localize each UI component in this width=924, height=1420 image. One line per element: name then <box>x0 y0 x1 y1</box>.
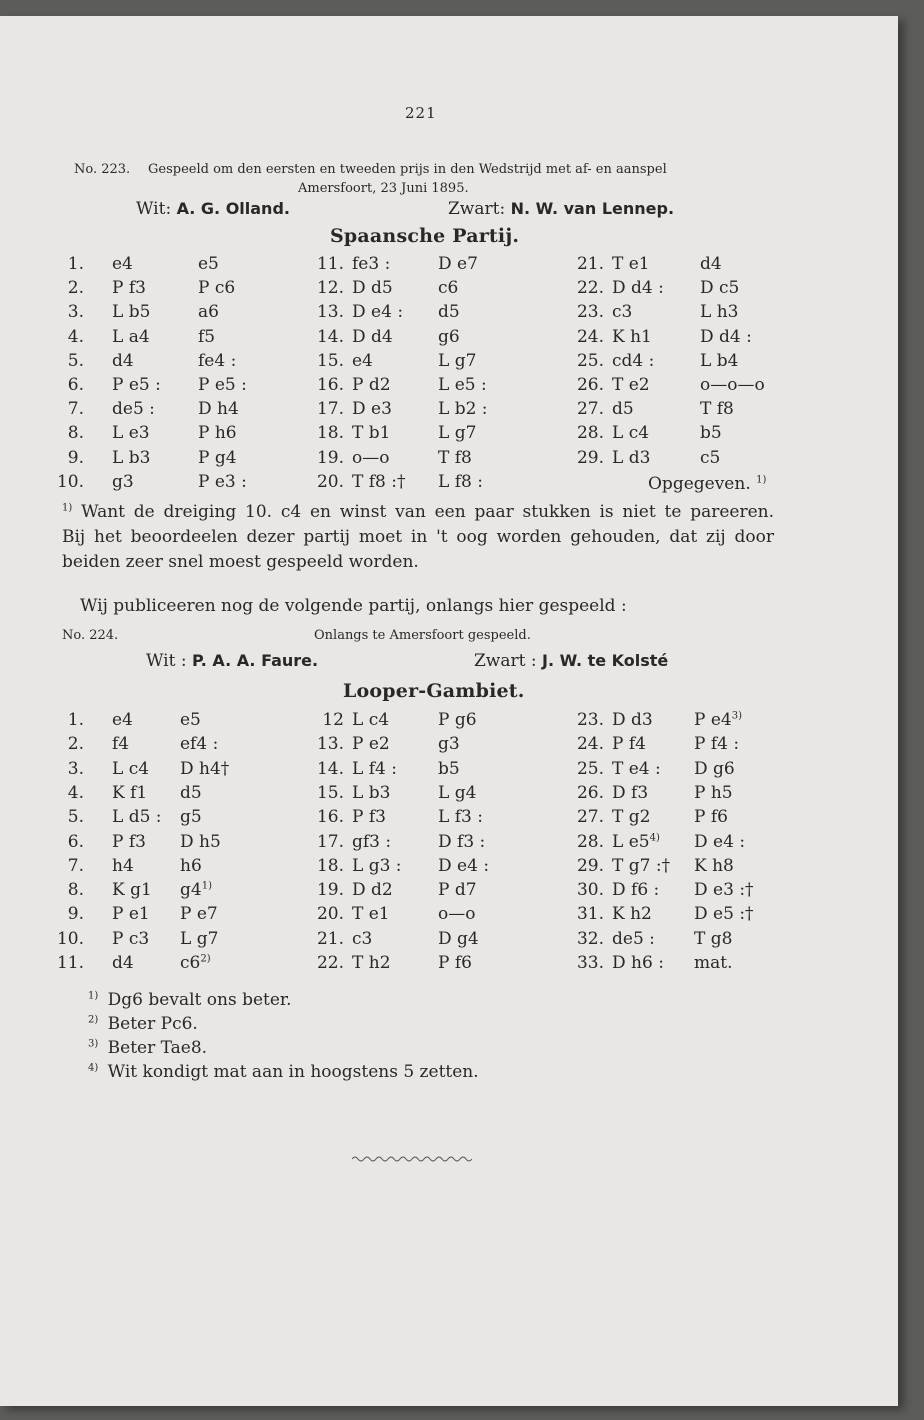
move-white: e4 <box>112 710 133 730</box>
move-num: 21. <box>576 254 604 274</box>
footnote-marker: 2) <box>88 1014 99 1026</box>
move-num: 27. <box>576 399 604 420</box>
move-white: T h2 <box>352 953 391 973</box>
move-num: 8. <box>67 423 84 444</box>
move-num: 26. <box>576 375 604 395</box>
move-num: 25. <box>576 350 604 371</box>
footnote-text: Beter Pc6. <box>107 1014 198 1034</box>
black-player: J. W. te Kolsté <box>542 651 669 670</box>
move-black: g4$^{1)}$ <box>180 880 212 901</box>
move-num: 1. <box>67 710 84 730</box>
move-num: 21. <box>316 928 344 949</box>
move-white: T e1 <box>352 904 390 925</box>
move-black: K h8 <box>694 855 734 876</box>
move-black: D e4 : <box>694 831 746 852</box>
move-black: b5 <box>700 423 722 444</box>
move-num: 19. <box>316 447 344 468</box>
move-black: L g4 <box>438 782 477 803</box>
move-black: c6$^{2)}$ <box>180 953 211 973</box>
move-num: 6. <box>67 831 84 852</box>
footnote-text: Wit kondigt mat aan in hoogstens 5 zetten. <box>107 1062 479 1082</box>
move-black: g5 <box>180 807 202 828</box>
move-black: e5 <box>198 254 219 274</box>
footnote-ref: 4) <box>649 831 660 843</box>
move-white: K f1 <box>112 782 148 803</box>
move-num: 20. <box>316 471 344 492</box>
move-num: 23. <box>576 710 604 730</box>
move-black: D d4 : <box>700 326 752 347</box>
move-white: T e4 : <box>612 758 661 779</box>
move-black: P g6 <box>438 710 477 730</box>
move-white: D f6 : <box>612 880 660 901</box>
move-white: L d5 : <box>112 807 162 828</box>
move-white: d5 <box>612 399 634 420</box>
footnote-text: Beter Tae8. <box>107 1038 208 1058</box>
move-white: D e3 <box>352 399 392 420</box>
move-white: P e2 <box>352 734 390 755</box>
move-white: f4 <box>112 734 130 755</box>
black-player: N. W. van Lennep. <box>510 199 675 218</box>
move-num: 15. <box>316 782 344 803</box>
move-num: 22. <box>316 953 344 973</box>
game-number: No. 223. <box>74 162 131 177</box>
move-num: 26. <box>576 782 604 803</box>
move-white: D f3 <box>612 782 649 803</box>
move-white: D d4 : <box>612 278 664 299</box>
move-black: D h5 <box>180 831 221 852</box>
move-black: P h6 <box>198 423 237 444</box>
move-white: L e3 <box>112 423 150 444</box>
move-num: 8. <box>67 880 84 901</box>
move-white: de5 : <box>112 399 155 420</box>
footnote-line <box>88 1014 198 1034</box>
move-num: 18. <box>316 423 344 444</box>
move-white: L c4 <box>352 710 390 730</box>
footnote-marker: 3) <box>88 1038 99 1050</box>
move-white: gf3 : <box>352 831 392 852</box>
game-heading: Gespeeld om den eersten en tweeden prijs in den Wedstrijd met af- en aanspel <box>148 162 667 177</box>
move-num: 1. <box>67 254 84 274</box>
footnote-ref: 1) <box>201 880 212 892</box>
move-black: T g8 <box>694 928 733 949</box>
result-text: Opgegeven. <box>648 474 751 494</box>
move-num: 30. <box>576 880 604 901</box>
move-num: 16. <box>316 807 344 828</box>
move-num: 29. <box>576 447 604 468</box>
move-num: 33. <box>576 953 604 973</box>
book-page <box>0 16 898 1406</box>
move-white: P e1 <box>112 904 150 925</box>
move-black: D f3 : <box>438 831 486 852</box>
move-white: P d2 <box>352 375 391 395</box>
move-black: D e5 :† <box>694 904 754 925</box>
move-black: mat. <box>694 953 733 973</box>
move-num: 29. <box>576 855 604 876</box>
move-num: 23. <box>576 302 604 323</box>
move-white: P f3 <box>352 807 386 828</box>
move-num: 32. <box>576 928 604 949</box>
move-black: o—o <box>438 904 476 925</box>
move-num: 7. <box>67 399 84 420</box>
move-white: c3 <box>352 928 373 949</box>
move-num: 3. <box>67 302 84 323</box>
move-num: 15. <box>316 350 344 371</box>
white-label: Wit: <box>136 199 172 219</box>
move-white: T e1 <box>612 254 650 274</box>
result-footnote-ref: 1) <box>756 474 767 486</box>
move-black: L b2 : <box>438 399 488 420</box>
move-black: a6 <box>198 302 219 323</box>
move-white: L a4 <box>112 326 150 347</box>
move-white: o—o <box>352 447 390 468</box>
footnote-text: Dg6 bevalt ons beter. <box>107 990 292 1010</box>
move-white: D d5 <box>352 278 393 299</box>
white-player: P. A. A. Faure. <box>191 651 319 670</box>
move-black: T f8 <box>438 447 472 468</box>
move-num: 28. <box>576 423 604 444</box>
move-black: P e4$^{3)}$ <box>694 710 742 730</box>
move-white: L g3 : <box>352 855 402 876</box>
game-heading: Onlangs te Amersfoort gespeeld. <box>314 628 531 643</box>
move-num: 3. <box>67 758 84 779</box>
move-black: L f8 : <box>438 471 483 492</box>
move-black: ef4 : <box>180 734 219 755</box>
move-white: g3 <box>112 471 134 492</box>
move-num: 13. <box>316 302 344 323</box>
move-black: P d7 <box>438 880 477 901</box>
move-white: K g1 <box>112 880 152 901</box>
move-black: D h4 <box>198 399 239 420</box>
opening-title: Looper-Gambiet. <box>343 680 525 702</box>
game-heading-date: Amersfoort, 23 Juni 1895. <box>298 181 469 196</box>
move-black: L b4 <box>700 350 739 371</box>
move-black: D h4† <box>180 758 230 779</box>
footnote-line: beiden zeer snel moest gespeeld worden. <box>62 552 419 572</box>
move-white: d4 <box>112 953 134 973</box>
footnote-line <box>88 1038 207 1058</box>
move-black: d4 <box>700 254 722 274</box>
move-black: P f6 <box>694 807 728 828</box>
white-player-line <box>136 199 290 219</box>
move-black: P g4 <box>198 447 237 468</box>
move-num: 17. <box>316 399 344 420</box>
move-num: 24. <box>576 326 604 347</box>
move-white: L b3 <box>352 782 391 803</box>
move-num: 24. <box>576 734 604 755</box>
move-white: D d3 <box>612 710 653 730</box>
move-black: P e3 : <box>198 471 247 492</box>
move-white: de5 : <box>612 928 655 949</box>
move-black: d5 <box>180 782 202 803</box>
move-num: 14. <box>316 326 344 347</box>
move-white: L e5$^{4)}$ <box>612 831 660 852</box>
move-num: 7. <box>67 855 84 876</box>
move-num: 20. <box>316 904 344 925</box>
move-white: L d3 <box>612 447 651 468</box>
move-black: h6 <box>180 855 202 876</box>
move-black: f5 <box>198 326 216 347</box>
move-black: P f6 <box>438 953 472 973</box>
move-num: 2. <box>67 734 84 755</box>
move-black: D c5 <box>700 278 740 299</box>
move-num: 31. <box>576 904 604 925</box>
footnote-line <box>88 990 292 1010</box>
page-number: 221 <box>405 104 437 122</box>
move-num: 4. <box>67 326 84 347</box>
move-num: 19. <box>316 880 344 901</box>
move-white: D d2 <box>352 880 393 901</box>
move-black: c5 <box>700 447 721 468</box>
footnote-text: Want de dreiging 10. c4 en winst van een paar stukken is niet te pareeren. <box>81 502 775 522</box>
move-white: K h2 <box>612 904 652 925</box>
white-player: A. G. Olland. <box>176 199 290 218</box>
black-player-line <box>448 199 674 219</box>
move-black: P e7 <box>180 904 218 925</box>
footnote-line <box>88 1062 479 1082</box>
move-white: L b5 <box>112 302 151 323</box>
move-num: 9. <box>67 447 84 468</box>
move-num: 25. <box>576 758 604 779</box>
move-num: 28. <box>576 831 604 852</box>
move-num: 22. <box>576 278 604 299</box>
footnote-marker: 4) <box>88 1062 99 1074</box>
move-black: g3 <box>438 734 460 755</box>
move-white: T g7 :† <box>612 855 671 876</box>
move-white: h4 <box>112 855 134 876</box>
black-label: Zwart: <box>448 199 506 219</box>
move-num: 6. <box>67 375 84 395</box>
move-white: L c4 <box>612 423 650 444</box>
move-white: e4 <box>112 254 133 274</box>
white-label: Wit : <box>146 651 187 671</box>
move-black: D g4 <box>438 928 479 949</box>
move-white: L b3 <box>112 447 151 468</box>
move-num: 11. <box>56 953 84 973</box>
footnote-ref: 2) <box>200 953 211 965</box>
move-black: b5 <box>438 758 460 779</box>
move-black: L f3 : <box>438 807 483 828</box>
move-black: e5 <box>180 710 201 730</box>
move-white: P c3 <box>112 928 150 949</box>
move-white: P f3 <box>112 278 146 299</box>
move-black: P f4 : <box>694 734 740 755</box>
move-black: P e5 : <box>198 375 247 395</box>
move-black: fe4 : <box>198 350 237 371</box>
move-black: D e3 :† <box>694 880 754 901</box>
move-num: 14. <box>316 758 344 779</box>
move-num: 10. <box>56 471 84 492</box>
move-white: P f4 <box>612 734 646 755</box>
move-num: 5. <box>67 807 84 828</box>
move-black: L e5 : <box>438 375 487 395</box>
footnote-ref: 3) <box>731 710 742 722</box>
move-black: g6 <box>438 326 460 347</box>
move-white: T g2 <box>612 807 651 828</box>
move-white: D h6 : <box>612 953 664 973</box>
move-num: 17. <box>316 831 344 852</box>
move-white: fe3 : <box>352 254 391 274</box>
move-num: 5. <box>67 350 84 371</box>
move-black: P c6 <box>198 278 236 299</box>
move-black: L g7 <box>438 350 477 371</box>
move-black: L h3 <box>700 302 739 323</box>
move-num: 12. <box>316 278 344 299</box>
footnote-marker: 1) <box>62 502 73 514</box>
move-white: P e5 : <box>112 375 161 395</box>
move-num: 16. <box>316 375 344 395</box>
move-white: K h1 <box>612 326 652 347</box>
move-black: P h5 <box>694 782 733 803</box>
move-num: 12 <box>322 710 344 730</box>
move-white: T b1 <box>352 423 391 444</box>
move-white: D e4 : <box>352 302 404 323</box>
black-label: Zwart : <box>474 651 537 671</box>
move-black: d5 <box>438 302 460 323</box>
move-black: L g7 <box>180 928 219 949</box>
move-white: L c4 <box>112 758 150 779</box>
ornamental-divider <box>352 1154 472 1164</box>
move-black: o—o—o <box>700 375 765 395</box>
move-num: 10. <box>56 928 84 949</box>
move-black: L g7 <box>438 423 477 444</box>
move-white: P f3 <box>112 831 146 852</box>
move-num: 11. <box>316 254 344 274</box>
black-player-line <box>474 651 668 671</box>
move-white: e4 <box>352 350 373 371</box>
move-white: L f4 : <box>352 758 397 779</box>
move-white: c3 <box>612 302 633 323</box>
move-num: 9. <box>67 904 84 925</box>
move-white: cd4 : <box>612 350 655 371</box>
move-black: D e7 <box>438 254 478 274</box>
footnote-line: Bij het beoordeelen dezer partij moet in 't oog worden gehouden, dat zij door <box>62 527 774 547</box>
move-num: 4. <box>67 782 84 803</box>
result-line <box>648 474 766 494</box>
move-white: T e2 <box>612 375 650 395</box>
move-num: 27. <box>576 807 604 828</box>
opening-title: Spaansche Partij. <box>330 225 520 247</box>
intro-paragraph: Wij publiceeren nog de volgende partij, onlangs hier gespeeld : <box>80 596 627 616</box>
move-black: T f8 <box>700 399 734 420</box>
white-player-line <box>146 651 318 671</box>
game-number: No. 224. <box>62 628 119 643</box>
footnote-marker: 1) <box>88 990 99 1002</box>
move-num: 18. <box>316 855 344 876</box>
move-black: c6 <box>438 278 459 299</box>
move-white: T f8 :† <box>352 471 406 492</box>
move-num: 13. <box>316 734 344 755</box>
move-black: D g6 <box>694 758 735 779</box>
footnote-line <box>62 502 774 522</box>
move-white: D d4 <box>352 326 393 347</box>
move-num: 2. <box>67 278 84 299</box>
move-white: d4 <box>112 350 134 371</box>
move-black: D e4 : <box>438 855 490 876</box>
